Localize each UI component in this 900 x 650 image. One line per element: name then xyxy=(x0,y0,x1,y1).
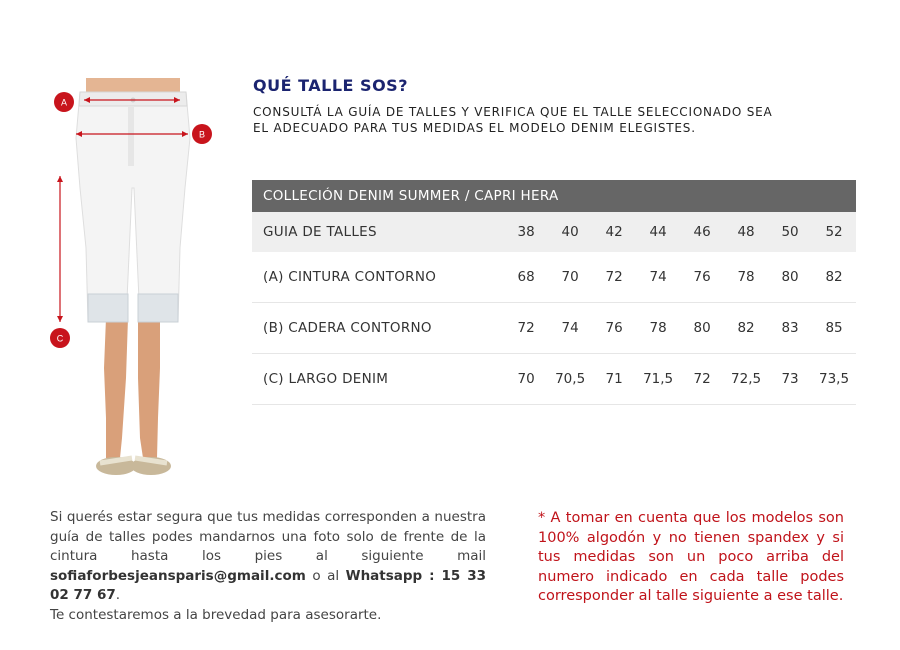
right-leg xyxy=(138,318,160,458)
table-cell: 68 xyxy=(517,269,535,285)
row-label: (C) LARGO DENIM xyxy=(263,371,389,387)
size-guide-table xyxy=(252,180,856,405)
table-cell: 73 xyxy=(781,371,799,387)
table-header: COLLECIÓN DENIM SUMMER / CAPRI HERA xyxy=(252,180,856,212)
row-label: GUIA DE TALLES xyxy=(263,224,377,240)
marker-c-label: C xyxy=(56,333,64,344)
table-row-sizes xyxy=(252,212,856,252)
subtitle-line-2: EL ADECUADO PARA TUS MEDIDAS EL MODELO DENIM ELEGISTES. xyxy=(253,121,696,135)
table-cell: 40 xyxy=(561,224,579,240)
table-cell: 70,5 xyxy=(555,371,586,387)
table-cell: 42 xyxy=(605,224,623,240)
table-cell: 80 xyxy=(781,269,799,285)
contact-text-2: o al xyxy=(305,567,346,584)
left-leg xyxy=(104,318,128,458)
table-cell: 70 xyxy=(517,371,535,387)
table-cell: 83 xyxy=(781,320,799,336)
model-capri-jeans-figure xyxy=(40,78,230,488)
table-cell: 48 xyxy=(737,224,755,240)
right-lace-hem xyxy=(138,294,178,322)
contact-whatsapp[interactable]: Whatsapp : 15 33 02 77 67 xyxy=(50,567,486,603)
fit-warning-note: * A tomar en cuenta que los modelos son 100% algodón y no tienen spandex y si tus medidas son un poco arriba del numero indicado en cada talle podes corresponder al talle siguiente a ese talle. xyxy=(538,510,844,604)
marker-a-label: A xyxy=(60,97,68,108)
table-cell: 74 xyxy=(649,269,667,285)
marker-b-label: B xyxy=(198,129,206,140)
table-cell: 72 xyxy=(517,320,535,336)
contact-text-3: . xyxy=(115,587,121,603)
table-cell: 46 xyxy=(693,224,711,240)
contact-text-1: Si querés estar segura que tus medidas corresponden a nuestra guía de talles podes mandarnos una foto solo de frente de la cintura hasta los pies al siguiente mail xyxy=(50,509,486,564)
table-cell: 78 xyxy=(649,320,667,336)
table-cell: 74 xyxy=(561,320,579,336)
row-label: (A) CINTURA CONTORNO xyxy=(263,269,437,285)
contact-note xyxy=(50,508,486,625)
length-arrow-c xyxy=(50,176,70,348)
table-cell: 52 xyxy=(825,224,843,240)
table-cell: 71 xyxy=(605,371,623,387)
table-cell: 72 xyxy=(605,269,623,285)
table-cell: 80 xyxy=(693,320,711,336)
table-cell: 71,5 xyxy=(643,371,674,387)
table-cell: 76 xyxy=(693,269,711,285)
contact-text-4: Te contestaremos a la brevedad para asesorarte. xyxy=(50,606,382,623)
table-cell: 76 xyxy=(605,320,623,336)
table-cell: 73,5 xyxy=(819,371,850,387)
table-cell: 78 xyxy=(737,269,755,285)
table-cell: 70 xyxy=(561,269,579,285)
table-cell: 44 xyxy=(649,224,667,240)
table-row-waist xyxy=(252,252,856,303)
subtitle-line-1: CONSULTÁ LA GUÍA DE TALLES Y VERIFICA QUE EL TALLE SELECCIONADO SEA xyxy=(253,105,773,119)
table-cell: 72 xyxy=(693,371,711,387)
table-cell: 82 xyxy=(825,269,843,285)
page-subtitle xyxy=(253,104,773,136)
table-cell: 50 xyxy=(781,224,799,240)
contact-email-link[interactable]: sofiaforbesjeansparis@gmail.com xyxy=(50,567,306,584)
table-row-length xyxy=(252,354,856,405)
table-cell: 72,5 xyxy=(731,371,762,387)
table-row-hip xyxy=(252,303,856,354)
table-cell: 85 xyxy=(825,320,843,336)
table-cell: 38 xyxy=(517,224,535,240)
left-lace-hem xyxy=(88,294,128,322)
row-label: (B) CADERA CONTORNO xyxy=(263,320,432,336)
table-cell: 82 xyxy=(737,320,755,336)
page-title: QUÉ TALLE SOS? xyxy=(253,76,408,95)
